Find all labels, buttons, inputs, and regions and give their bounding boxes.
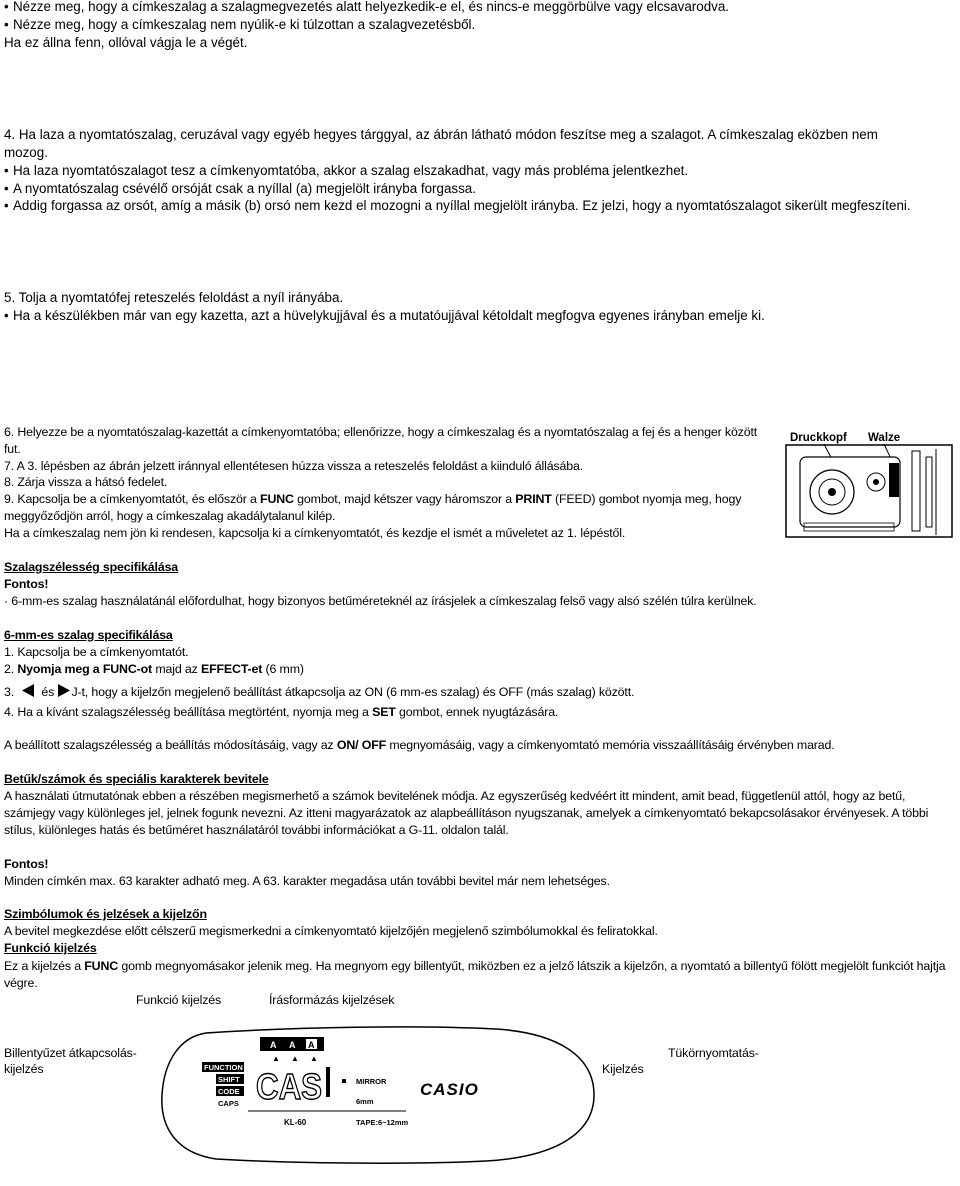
mm6-step-4 <box>4 704 558 721</box>
step4-bullet-2: • A nyomtatószalag csévélő orsóját csak a nyíllal (a) megjelölt irányba forgassa. <box>4 180 476 198</box>
code-indicator: CODE <box>218 1087 240 1096</box>
mm6-step-2-mid: majd az <box>152 662 201 676</box>
cursor <box>326 1067 330 1097</box>
cassette-body <box>800 457 900 527</box>
label-function-display: Funkció kijelzés <box>136 993 222 1007</box>
right-arrow-icon <box>58 684 71 697</box>
mirror-dot <box>342 1079 346 1083</box>
func-key-label: FUNC <box>260 492 294 506</box>
chars-limit: Minden címkén max. 63 karakter adható meg. A 63. karakter megadása után további bevitel már nem lehetséges. <box>4 874 610 888</box>
style-marker-2: ▲ <box>291 1054 299 1063</box>
druckkopf-label: Druckkopf <box>790 432 847 444</box>
mm6-step-2 <box>4 661 304 678</box>
function-para-a: Ez a kijelzés a <box>4 959 85 973</box>
mm6-retain-a: A beállított szalagszélesség a beállítás módosításáig, vagy az <box>4 738 337 752</box>
lcd-display-figure <box>156 1025 596 1165</box>
mm6-step-2-num: 2. <box>4 662 18 676</box>
mm6-retain-c: megnyomásáig, vagy a címkenyomtató memória visszaállításáig érvényben marad. <box>386 738 835 752</box>
step6-line-1: 6. Helyezze be a nyomtatószalag-kazettát a címkenyomtatóba; ellenőrizze, hogy a címkeszalag és a nyomtatószalag a fej és a henger között <box>4 425 758 439</box>
step9-text-a: 9. Kapcsolja be a címkenyomtatót, és először a <box>4 492 261 506</box>
mm6-step-1: 1. Kapcsolja be a címkenyomtatót. <box>4 645 189 659</box>
left-arrow-icon <box>21 684 35 697</box>
mm6-step-2-func: Nyomja meg a FUNC-ot <box>17 662 153 676</box>
style-glyph-2: A <box>289 1040 296 1050</box>
lcd-text: CAS <box>256 1066 322 1107</box>
mirror-indicator: MIRROR <box>356 1077 387 1086</box>
intro-bullet-1: • Nézze meg, hogy a címkeszalag a szalagmegvezetés alatt helyezkedik-e el, és nincs-e meggörbülve vagy elcsavarodva. <box>4 0 729 16</box>
step7-line: 7. A 3. lépésben az ábrán jelzett iránnyal ellentétesen húzza vissza a reteszelés feloldást a kiinduló állásába. <box>4 459 584 473</box>
function-display-para-2: végre. <box>4 976 38 990</box>
tape-width-important: Fontos! <box>4 577 49 591</box>
step5-line-1: 5. Tolja a nyomtatófej reteszelés feloldást a nyíl irányába. <box>4 290 344 305</box>
style-glyph-1: A <box>270 1040 277 1050</box>
set-key-label: SET <box>372 705 396 719</box>
mm6-step-3 <box>4 684 634 701</box>
onoff-key-label: ON/ OFF <box>336 738 387 752</box>
label-mirror: Tükörnyomtatás- <box>668 1046 759 1060</box>
print-head <box>889 463 899 497</box>
intro-line-3: Ha ez állna fenn, ollóval vágja le a végét. <box>4 35 248 50</box>
step6-line-2: fut. <box>4 442 21 456</box>
chars-important: Fontos! <box>4 857 49 871</box>
tape-width-heading: Szalagszélesség specifikálása <box>4 560 179 574</box>
function-para-func: FUNC <box>84 959 119 973</box>
tape-width-range: TAPE:6~12mm <box>356 1118 409 1127</box>
mm6-step-4-c: gombot, ennek nyugtázására. <box>395 705 559 719</box>
walze-label: Walze <box>868 432 901 444</box>
cassette-figure <box>784 427 956 544</box>
symbols-heading: Szimbólumok és jelzések a kijelzőn <box>4 907 207 921</box>
step4-line-1: 4. Ha laza a nyomtatószalag, ceruzával vagy egyéb hegyes tárggyal, az ábrán látható módon feszítse meg a szalagot. A címkeszalag eközben nem <box>4 127 878 142</box>
mm6-retain-note <box>4 737 835 754</box>
chars-heading: Betűk/számok és speciális karakterek bevitele <box>4 772 269 786</box>
spool-hub <box>828 488 836 496</box>
symbols-intro: A bevitel megkezdése előtt célszerű megismerkedni a címkenyomtató kijelzőjén megjelenő szimbólumokkal és feliratokkal. <box>4 924 658 938</box>
mm6-step-4-a: 4. Ha a kívánt szalagszélesség beállítása megtörtént, nyomja meg a <box>4 705 373 719</box>
caps-indicator: CAPS <box>218 1099 239 1108</box>
mm6-indicator: 6mm <box>356 1097 374 1106</box>
intro-bullet-2: • Nézze meg, hogy a címkeszalag nem nyúlik-e ki túlzottan a szalagvezetésből. <box>4 16 475 34</box>
step4-line-2: mozog. <box>4 145 48 160</box>
step4-bullet-1: • Ha laza nyomtatószalagot tesz a címkenyomtatóba, akkor a szalag elszakadhat, vagy más probléma jelentkezhet. <box>4 162 688 180</box>
step5-bullet-1: • Ha a készülékben már van egy kazetta, azt a hüvelykujjával és a mutatóujjával kétoldalt megfogva egyenes irányban emelje ki. <box>4 307 765 325</box>
mm6-step-2-end: (6 mm) <box>262 662 304 676</box>
casio-logo: CASIO <box>420 1080 479 1099</box>
label-text-format: Írásformázás kijelzések <box>269 993 395 1007</box>
mm6-heading: 6-mm-es szalag specifikálása <box>4 628 173 642</box>
function-display-para <box>4 958 945 975</box>
side-slot-2 <box>926 457 932 527</box>
step9-text-c: gombot, majd kétszer vagy háromszor a <box>293 492 516 506</box>
step9-line-2: meggyőződjön arról, hogy a címkeszalag akadálytalanul kilép. <box>4 509 336 523</box>
step9-line-1 <box>4 491 741 508</box>
chars-para-line-3: stílus, különleges hatás és betűméret használatáról további információkat a G-11. oldalon talál. <box>4 823 509 837</box>
step9-text-e: (FEED) gombot nyomja meg, hogy <box>551 492 742 506</box>
shift-indicator: SHIFT <box>218 1075 240 1084</box>
mm6-step-3-num: 3. <box>4 685 15 699</box>
mm6-step-2-effect: EFFECT-et <box>200 662 263 676</box>
chars-para-line-1: A használati útmutatónak ebben a részében megismerhető a számok bevitelének módja. Az egyszerűség kedvéért itt mindent, amit bead, függetlenül attól, hogy az betű, <box>4 789 906 803</box>
mm6-step-3-text: J-t, hogy a kijelzőn megjelenő beállítást átkapcsolja az ON (6 mm-es szalag) és OFF (más szalag) között. <box>71 685 635 699</box>
roller-hub <box>873 479 879 485</box>
step9-line-3: Ha a címkeszalag nem jön ki rendesen, kapcsolja ki a címkenyomtatót, és kezdje el ismét a műveletet az 1. lépéstől. <box>4 526 626 540</box>
label-keyboard-1: Billentyűzet átkapcsolás- <box>4 1046 137 1060</box>
print-key-label: PRINT <box>515 492 552 506</box>
function-indicator: FUNCTION <box>204 1063 243 1072</box>
tape-width-note: · 6-mm-es szalag használatánál előfordulhat, hogy bizonyos betűméreteknél az írásjelek a címkeszalag felső vagy alsó szélén túlra kerülnek. <box>4 594 757 608</box>
label-keyboard-2: kijelzés <box>4 1062 44 1076</box>
step4-bullet-3: • Addig forgassa az orsót, amíg a másik (b) orsó nem kezd el mozogni a nyíllal megjelölt irányba. Ez jelzi, hogy a nyomtatószalagot sikerült megfeszíteni. <box>4 197 911 215</box>
function-display-heading: Funkció kijelzés <box>4 941 97 955</box>
style-marker-3: ▲ <box>310 1054 318 1063</box>
mm6-step-3-and: és <box>41 685 55 699</box>
label-display: Kijelzés <box>602 1062 644 1076</box>
style-glyph-3: A <box>308 1040 315 1050</box>
model-label: KL-60 <box>284 1118 307 1127</box>
chars-para-line-2: számjegy vagy különleges jel, jelnek fogunk nevezni. Az itteni magyarázatok az alapbeállításon nyugszanak, amelyek a címkenyomtató bekapcsolásakor érvényesek. A többi <box>4 806 929 820</box>
side-slot-1 <box>912 451 920 531</box>
function-para-c: gomb megnyomásakor jelenik meg. Ha megnyom egy billentyűt, miközben ez a jelző látszik a kijelzőn, a nyomtató a billentyű fölött megjelölt funkciót hajtja <box>118 959 946 973</box>
step8-line: 8. Zárja vissza a hátsó fedelet. <box>4 475 168 489</box>
style-marker-1: ▲ <box>272 1054 280 1063</box>
